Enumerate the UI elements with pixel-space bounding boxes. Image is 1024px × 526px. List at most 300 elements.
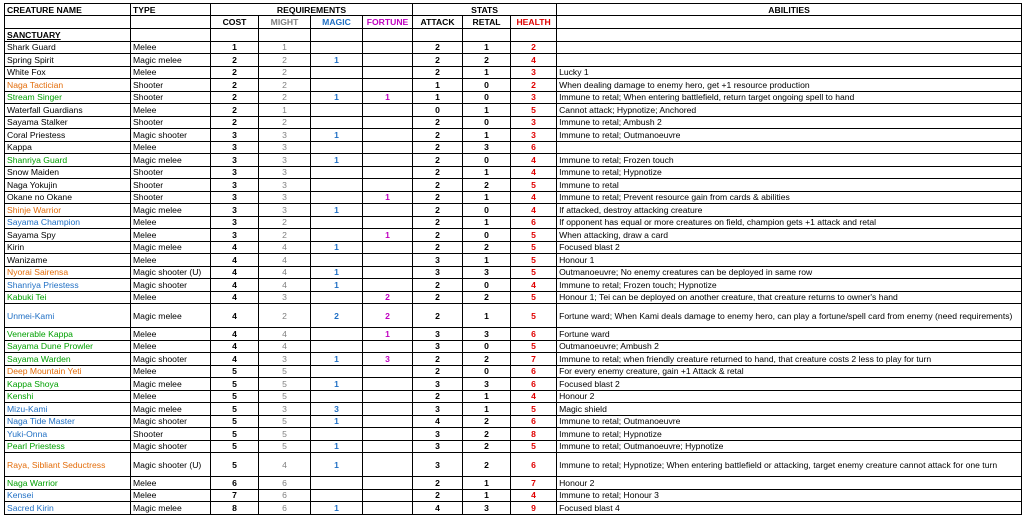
retal-value: 1	[463, 166, 511, 179]
magic-value	[311, 104, 363, 117]
creature-type: Magic shooter	[131, 129, 211, 142]
might-value: 2	[259, 304, 311, 328]
creature-type: Magic melee	[131, 54, 211, 67]
magic-value	[311, 254, 363, 267]
attack-value: 2	[413, 116, 463, 129]
creature-type: Shooter	[131, 116, 211, 129]
cost-value: 5	[211, 403, 259, 416]
health-value: 3	[511, 116, 557, 129]
creature-name: Kappa	[5, 141, 131, 154]
cost-value: 3	[211, 141, 259, 154]
cost-value: 5	[211, 415, 259, 428]
creature-type: Melee	[131, 254, 211, 267]
retal-value: 0	[463, 204, 511, 217]
might-value: 5	[259, 415, 311, 428]
attack-value: 2	[413, 41, 463, 54]
attack-value: 2	[413, 279, 463, 292]
creature-name: Stream Singer	[5, 91, 131, 104]
health-value: 4	[511, 191, 557, 204]
attack-value: 2	[413, 154, 463, 167]
fortune-value	[363, 254, 413, 267]
table-row	[5, 241, 1022, 254]
health-value: 7	[511, 477, 557, 490]
fortune-value	[363, 166, 413, 179]
attack-value: 2	[413, 191, 463, 204]
attack-value: 2	[413, 291, 463, 304]
abilities-text: Honour 1; Tei can be deployed on another creature, that creature returns to owner's hand	[557, 291, 1022, 304]
creature-name: Naga Warrior	[5, 477, 131, 490]
fortune-value	[363, 141, 413, 154]
cost-value: 8	[211, 502, 259, 515]
header-might: MIGHT	[259, 16, 311, 29]
attack-value: 2	[413, 216, 463, 229]
health-value: 4	[511, 154, 557, 167]
cost-value: 5	[211, 390, 259, 403]
cost-value: 5	[211, 378, 259, 391]
creature-name: Venerable Kappa	[5, 328, 131, 341]
table-row	[5, 428, 1022, 441]
fortune-value: 1	[363, 328, 413, 341]
abilities-text: Immune to retal; Frozen touch; Hypnotize	[557, 279, 1022, 292]
attack-value: 2	[413, 390, 463, 403]
cost-value: 4	[211, 291, 259, 304]
might-value: 2	[259, 91, 311, 104]
cost-value: 2	[211, 104, 259, 117]
might-value: 6	[259, 489, 311, 502]
might-value: 2	[259, 216, 311, 229]
creature-name: Pearl Priestess	[5, 440, 131, 453]
attack-value: 4	[413, 502, 463, 515]
retal-value: 1	[463, 304, 511, 328]
creature-name: Deep Mountain Yeti	[5, 365, 131, 378]
abilities-text: Immune to retal; Ambush 2	[557, 116, 1022, 129]
table-row	[5, 229, 1022, 242]
creature-type: Shooter	[131, 428, 211, 441]
magic-value	[311, 116, 363, 129]
retal-value: 2	[463, 440, 511, 453]
abilities-text: Immune to retal; Honour 3	[557, 489, 1022, 502]
creature-name: Sayama Stalker	[5, 116, 131, 129]
might-value: 1	[259, 104, 311, 117]
health-value: 8	[511, 428, 557, 441]
creature-name: Shinje Warrior	[5, 204, 131, 217]
cost-value: 5	[211, 428, 259, 441]
cost-value: 4	[211, 266, 259, 279]
table-row	[5, 502, 1022, 515]
header-abilities: ABILITIES	[557, 4, 1022, 16]
cost-value: 4	[211, 254, 259, 267]
header-fortune: FORTUNE	[363, 16, 413, 29]
attack-value: 3	[413, 378, 463, 391]
creature-name: Naga Yokujin	[5, 179, 131, 192]
retal-value: 1	[463, 216, 511, 229]
creature-name: Yuki-Onna	[5, 428, 131, 441]
creature-name: Mizu-Kami	[5, 403, 131, 416]
abilities-text	[557, 41, 1022, 54]
creature-type: Shooter	[131, 191, 211, 204]
health-value: 5	[511, 241, 557, 254]
health-value: 4	[511, 166, 557, 179]
table-row	[5, 266, 1022, 279]
header-attack: ATTACK	[413, 16, 463, 29]
creature-name: Naga Tide Master	[5, 415, 131, 428]
cost-value: 4	[211, 279, 259, 292]
magic-value: 1	[311, 453, 363, 477]
header-requirements: REQUIREMENTS	[211, 4, 413, 16]
creature-type: Melee	[131, 216, 211, 229]
creature-name: Okane no Okane	[5, 191, 131, 204]
table-row	[5, 353, 1022, 366]
abilities-text: Honour 2	[557, 477, 1022, 490]
retal-value: 3	[463, 328, 511, 341]
creature-type: Shooter	[131, 79, 211, 92]
fortune-value: 2	[363, 291, 413, 304]
cost-value: 2	[211, 66, 259, 79]
cost-value: 3	[211, 191, 259, 204]
creature-type: Magic melee	[131, 403, 211, 416]
table-row	[5, 477, 1022, 490]
fortune-value	[363, 241, 413, 254]
cost-value: 4	[211, 304, 259, 328]
health-value: 5	[511, 254, 557, 267]
creature-type: Melee	[131, 390, 211, 403]
cost-value: 3	[211, 216, 259, 229]
magic-value	[311, 216, 363, 229]
fortune-value	[363, 179, 413, 192]
creature-type: Magic melee	[131, 204, 211, 217]
abilities-text: Lucky 1	[557, 66, 1022, 79]
creature-type: Melee	[131, 229, 211, 242]
abilities-text: Immune to retal; Prevent resource gain from cards & abilities	[557, 191, 1022, 204]
header-row-1	[5, 4, 1022, 16]
retal-value: 0	[463, 154, 511, 167]
might-value: 4	[259, 328, 311, 341]
retal-value: 1	[463, 104, 511, 117]
creature-type: Melee	[131, 340, 211, 353]
retal-value: 0	[463, 340, 511, 353]
cost-value: 5	[211, 440, 259, 453]
table-row	[5, 279, 1022, 292]
retal-value: 2	[463, 453, 511, 477]
cost-value: 5	[211, 365, 259, 378]
cost-value: 1	[211, 41, 259, 54]
table-row	[5, 340, 1022, 353]
abilities-text: Cannot attack; Hypnotize; Anchored	[557, 104, 1022, 117]
abilities-text: If opponent has equal or more creatures on field, champion gets +1 attack and retal	[557, 216, 1022, 229]
table-row	[5, 141, 1022, 154]
fortune-value	[363, 79, 413, 92]
creature-type: Magic shooter (U)	[131, 453, 211, 477]
cost-value: 6	[211, 477, 259, 490]
creature-type: Shooter	[131, 91, 211, 104]
health-value: 5	[511, 179, 557, 192]
retal-value: 1	[463, 191, 511, 204]
creature-type: Shooter	[131, 179, 211, 192]
health-value: 5	[511, 340, 557, 353]
retal-value: 0	[463, 79, 511, 92]
table-row	[5, 440, 1022, 453]
health-value: 4	[511, 489, 557, 502]
magic-value	[311, 166, 363, 179]
creature-name: Kappa Shoya	[5, 378, 131, 391]
might-value: 5	[259, 365, 311, 378]
abilities-text: Focused blast 4	[557, 502, 1022, 515]
header-row-2	[5, 16, 1022, 29]
abilities-text: Focused blast 2	[557, 378, 1022, 391]
health-value: 3	[511, 91, 557, 104]
creature-name: Kensei	[5, 489, 131, 502]
retal-value: 1	[463, 477, 511, 490]
table-row	[5, 378, 1022, 391]
fortune-value	[363, 54, 413, 67]
health-value: 5	[511, 229, 557, 242]
creature-type: Magic shooter (U)	[131, 266, 211, 279]
abilities-text: Fortune ward; When Kami deals damage to enemy hero, can play a fortune/spell card from enemy (need requirements)	[557, 304, 1022, 328]
creature-type: Magic shooter	[131, 415, 211, 428]
abilities-text: When dealing damage to enemy hero, get +1 resource production	[557, 79, 1022, 92]
fortune-value	[363, 340, 413, 353]
fortune-value	[363, 279, 413, 292]
fortune-value: 1	[363, 91, 413, 104]
might-value: 3	[259, 353, 311, 366]
attack-value: 2	[413, 129, 463, 142]
attack-value: 1	[413, 79, 463, 92]
fortune-value	[363, 104, 413, 117]
attack-value: 2	[413, 241, 463, 254]
retal-value: 2	[463, 428, 511, 441]
health-value: 4	[511, 204, 557, 217]
abilities-text: Immune to retal; Outmanoeuvre	[557, 415, 1022, 428]
magic-value	[311, 191, 363, 204]
magic-value	[311, 66, 363, 79]
attack-value: 3	[413, 440, 463, 453]
abilities-text: Immune to retal; Hypnotize	[557, 166, 1022, 179]
attack-value: 4	[413, 415, 463, 428]
table-row	[5, 41, 1022, 54]
header-retal: RETAL	[463, 16, 511, 29]
health-value: 6	[511, 453, 557, 477]
creature-type: Melee	[131, 489, 211, 502]
creature-name: Raya, Sibliant Seductress	[5, 453, 131, 477]
attack-value: 2	[413, 66, 463, 79]
creature-type: Melee	[131, 66, 211, 79]
magic-value: 1	[311, 129, 363, 142]
magic-value	[311, 390, 363, 403]
header-type: TYPE	[131, 4, 211, 16]
table-row	[5, 489, 1022, 502]
magic-value	[311, 79, 363, 92]
health-value: 9	[511, 502, 557, 515]
creature-name: Waterfall Guardians	[5, 104, 131, 117]
attack-value: 2	[413, 179, 463, 192]
magic-value: 1	[311, 154, 363, 167]
retal-value: 1	[463, 66, 511, 79]
creature-type: Magic melee	[131, 304, 211, 328]
fortune-value	[363, 489, 413, 502]
retal-value: 3	[463, 266, 511, 279]
creature-name: Shanriya Priestess	[5, 279, 131, 292]
attack-value: 2	[413, 166, 463, 179]
health-value: 5	[511, 440, 557, 453]
cost-value: 4	[211, 353, 259, 366]
abilities-text: If attacked, destroy attacking creature	[557, 204, 1022, 217]
abilities-text: Immune to retal; Outmanoeuvre	[557, 129, 1022, 142]
retal-value: 3	[463, 141, 511, 154]
retal-value: 2	[463, 241, 511, 254]
retal-value: 2	[463, 54, 511, 67]
creature-type: Magic melee	[131, 502, 211, 515]
attack-value: 3	[413, 266, 463, 279]
might-value: 3	[259, 141, 311, 154]
might-value: 3	[259, 204, 311, 217]
fortune-value	[363, 453, 413, 477]
might-value: 4	[259, 279, 311, 292]
health-value: 5	[511, 403, 557, 416]
magic-value	[311, 340, 363, 353]
might-value: 5	[259, 428, 311, 441]
magic-value	[311, 365, 363, 378]
cost-value: 5	[211, 453, 259, 477]
abilities-text: For every enemy creature, gain +1 Attack & retal	[557, 365, 1022, 378]
fortune-value	[363, 390, 413, 403]
table-row	[5, 154, 1022, 167]
creature-type: Melee	[131, 104, 211, 117]
header-cost: COST	[211, 16, 259, 29]
table-row	[5, 91, 1022, 104]
might-value: 5	[259, 378, 311, 391]
retal-value: 0	[463, 365, 511, 378]
creature-table	[4, 3, 1022, 515]
cost-value: 4	[211, 328, 259, 341]
might-value: 3	[259, 291, 311, 304]
magic-value: 1	[311, 266, 363, 279]
section-row	[5, 29, 1022, 42]
table-row	[5, 291, 1022, 304]
might-value: 3	[259, 129, 311, 142]
magic-value	[311, 41, 363, 54]
health-value: 6	[511, 415, 557, 428]
magic-value	[311, 328, 363, 341]
abilities-text: Magic shield	[557, 403, 1022, 416]
health-value: 5	[511, 104, 557, 117]
abilities-text: Focused blast 2	[557, 241, 1022, 254]
retal-value: 0	[463, 279, 511, 292]
creature-name: Coral Priestess	[5, 129, 131, 142]
fortune-value	[363, 41, 413, 54]
fortune-value	[363, 440, 413, 453]
magic-value: 3	[311, 403, 363, 416]
fortune-value	[363, 204, 413, 217]
fortune-value	[363, 477, 413, 490]
health-value: 6	[511, 378, 557, 391]
retal-value: 1	[463, 403, 511, 416]
table-row	[5, 179, 1022, 192]
retal-value: 2	[463, 291, 511, 304]
abilities-text: Immune to retal; Hypnotize; When entering battlefield or attacking, target enemy creature cannot attack for one turn	[557, 453, 1022, 477]
fortune-value: 2	[363, 304, 413, 328]
table-row	[5, 216, 1022, 229]
retal-value: 2	[463, 179, 511, 192]
cost-value: 3	[211, 229, 259, 242]
might-value: 4	[259, 453, 311, 477]
table-row	[5, 129, 1022, 142]
abilities-text: Outmanoeuvre; Ambush 2	[557, 340, 1022, 353]
creature-type: Magic melee	[131, 241, 211, 254]
attack-value: 2	[413, 54, 463, 67]
retal-value: 0	[463, 91, 511, 104]
fortune-value: 3	[363, 353, 413, 366]
cost-value: 2	[211, 116, 259, 129]
might-value: 2	[259, 66, 311, 79]
table-row	[5, 191, 1022, 204]
creature-name: Shark Guard	[5, 41, 131, 54]
creature-type: Magic shooter	[131, 353, 211, 366]
fortune-value	[363, 502, 413, 515]
creature-name: White Fox	[5, 66, 131, 79]
retal-value: 3	[463, 378, 511, 391]
retal-value: 1	[463, 129, 511, 142]
abilities-text: Immune to retal; When entering battlefield, return target ongoing spell to hand	[557, 91, 1022, 104]
creature-name: Wanizame	[5, 254, 131, 267]
might-value: 3	[259, 154, 311, 167]
magic-value	[311, 477, 363, 490]
fortune-value	[363, 365, 413, 378]
creature-type: Magic shooter	[131, 440, 211, 453]
creature-type: Melee	[131, 291, 211, 304]
table-row	[5, 390, 1022, 403]
attack-value: 2	[413, 204, 463, 217]
table-row	[5, 66, 1022, 79]
fortune-value	[363, 428, 413, 441]
magic-value: 1	[311, 440, 363, 453]
creature-type: Melee	[131, 328, 211, 341]
magic-value	[311, 489, 363, 502]
fortune-value	[363, 403, 413, 416]
cost-value: 2	[211, 91, 259, 104]
header-stats: STATS	[413, 4, 557, 16]
magic-value: 1	[311, 241, 363, 254]
attack-value: 2	[413, 489, 463, 502]
health-value: 4	[511, 54, 557, 67]
might-value: 2	[259, 116, 311, 129]
attack-value: 2	[413, 353, 463, 366]
attack-value: 3	[413, 453, 463, 477]
fortune-value	[363, 266, 413, 279]
retal-value: 0	[463, 116, 511, 129]
creature-type: Melee	[131, 365, 211, 378]
creature-name: Snow Maiden	[5, 166, 131, 179]
cost-value: 2	[211, 54, 259, 67]
attack-value: 2	[413, 141, 463, 154]
might-value: 5	[259, 390, 311, 403]
retal-value: 1	[463, 41, 511, 54]
retal-value: 1	[463, 254, 511, 267]
fortune-value	[363, 415, 413, 428]
table-row	[5, 304, 1022, 328]
might-value: 2	[259, 79, 311, 92]
creature-name: Sayama Champion	[5, 216, 131, 229]
magic-value	[311, 291, 363, 304]
abilities-text	[557, 141, 1022, 154]
cost-value: 3	[211, 129, 259, 142]
retal-value: 3	[463, 502, 511, 515]
creature-name: Shanriya Guard	[5, 154, 131, 167]
health-value: 2	[511, 79, 557, 92]
health-value: 6	[511, 141, 557, 154]
magic-value	[311, 428, 363, 441]
creature-name: Sayama Spy	[5, 229, 131, 242]
abilities-text: Immune to retal; Frozen touch	[557, 154, 1022, 167]
